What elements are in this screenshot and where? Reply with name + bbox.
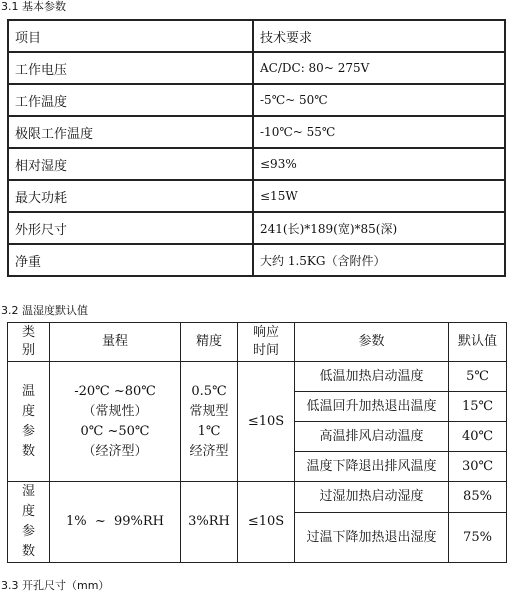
row-item: 外形尺寸 <box>8 212 253 244</box>
table-row <box>8 52 505 84</box>
category-humidity: 湿 度 参 数 <box>8 482 50 563</box>
param-default: 85% <box>449 482 507 513</box>
row-item: 净重 <box>8 244 253 276</box>
param-default: 5℃ <box>449 362 507 392</box>
row-value: ≤93% <box>253 148 505 180</box>
temp-humidity-defaults-table <box>7 322 507 563</box>
row-item: 最大功耗 <box>8 180 253 212</box>
table-row <box>8 84 505 116</box>
table-row <box>8 148 505 180</box>
temperature-response-time: ≤10S <box>238 362 295 482</box>
temperature-range: -20℃ ~80℃ （常规性） 0℃ ~50℃ （经济型） <box>50 362 181 482</box>
header-type: 类 别 <box>8 323 50 362</box>
table-row <box>8 482 507 513</box>
table-row <box>8 362 507 392</box>
param-name: 温度下降退出排风温度 <box>295 452 449 482</box>
humidity-range: 1% ~ 99%RH <box>50 482 181 563</box>
header-default: 默认值 <box>449 323 507 362</box>
section-title-basic-params: 3.1 基本参数 <box>1 0 66 13</box>
humidity-response-time: ≤10S <box>238 482 295 563</box>
basic-params-table <box>7 19 506 277</box>
temperature-precision: 0.5℃ 常规型 1℃ 经济型 <box>181 362 238 482</box>
header-parameter: 参数 <box>295 323 449 362</box>
row-item: 相对湿度 <box>8 148 253 180</box>
header-item: 项目 <box>8 20 253 52</box>
header-response-time: 响应 时间 <box>238 323 295 362</box>
row-value: -10℃~ 55℃ <box>253 116 505 148</box>
row-value: AC/DC: 80~ 275V <box>253 52 505 84</box>
row-item: 极限工作温度 <box>8 116 253 148</box>
row-item: 工作电压 <box>8 52 253 84</box>
table-row <box>8 244 505 276</box>
table-header-row <box>8 20 505 52</box>
header-range: 量程 <box>50 323 181 362</box>
category-temperature: 温 度 参 数 <box>8 362 50 482</box>
table-row <box>8 212 505 244</box>
row-value: 241(长)*189(宽)*85(深) <box>253 212 505 244</box>
header-precision: 精度 <box>181 323 238 362</box>
table-row <box>8 180 505 212</box>
param-name: 低温回升加热退出温度 <box>295 392 449 422</box>
param-default: 30℃ <box>449 452 507 482</box>
row-value: ≤15W <box>253 180 505 212</box>
param-name: 高温排风启动温度 <box>295 422 449 452</box>
section-title-opening-size: 3.3 开孔尺寸（mm） <box>1 579 110 592</box>
table-header-row <box>8 323 507 362</box>
humidity-precision: 3%RH <box>181 482 238 563</box>
param-name: 过温下降加热退出湿度 <box>295 513 449 563</box>
header-requirement: 技术要求 <box>253 20 505 52</box>
param-default: 40℃ <box>449 422 507 452</box>
param-name: 低温加热启动温度 <box>295 362 449 392</box>
row-value: -5℃~ 50℃ <box>253 84 505 116</box>
param-default: 75% <box>449 513 507 563</box>
row-item: 工作温度 <box>8 84 253 116</box>
param-default: 15℃ <box>449 392 507 422</box>
section-title-defaults: 3.2 温湿度默认值 <box>1 304 88 317</box>
row-value: 大约 1.5KG（含附件） <box>253 244 505 276</box>
table-row <box>8 116 505 148</box>
param-name: 过湿加热启动湿度 <box>295 482 449 513</box>
